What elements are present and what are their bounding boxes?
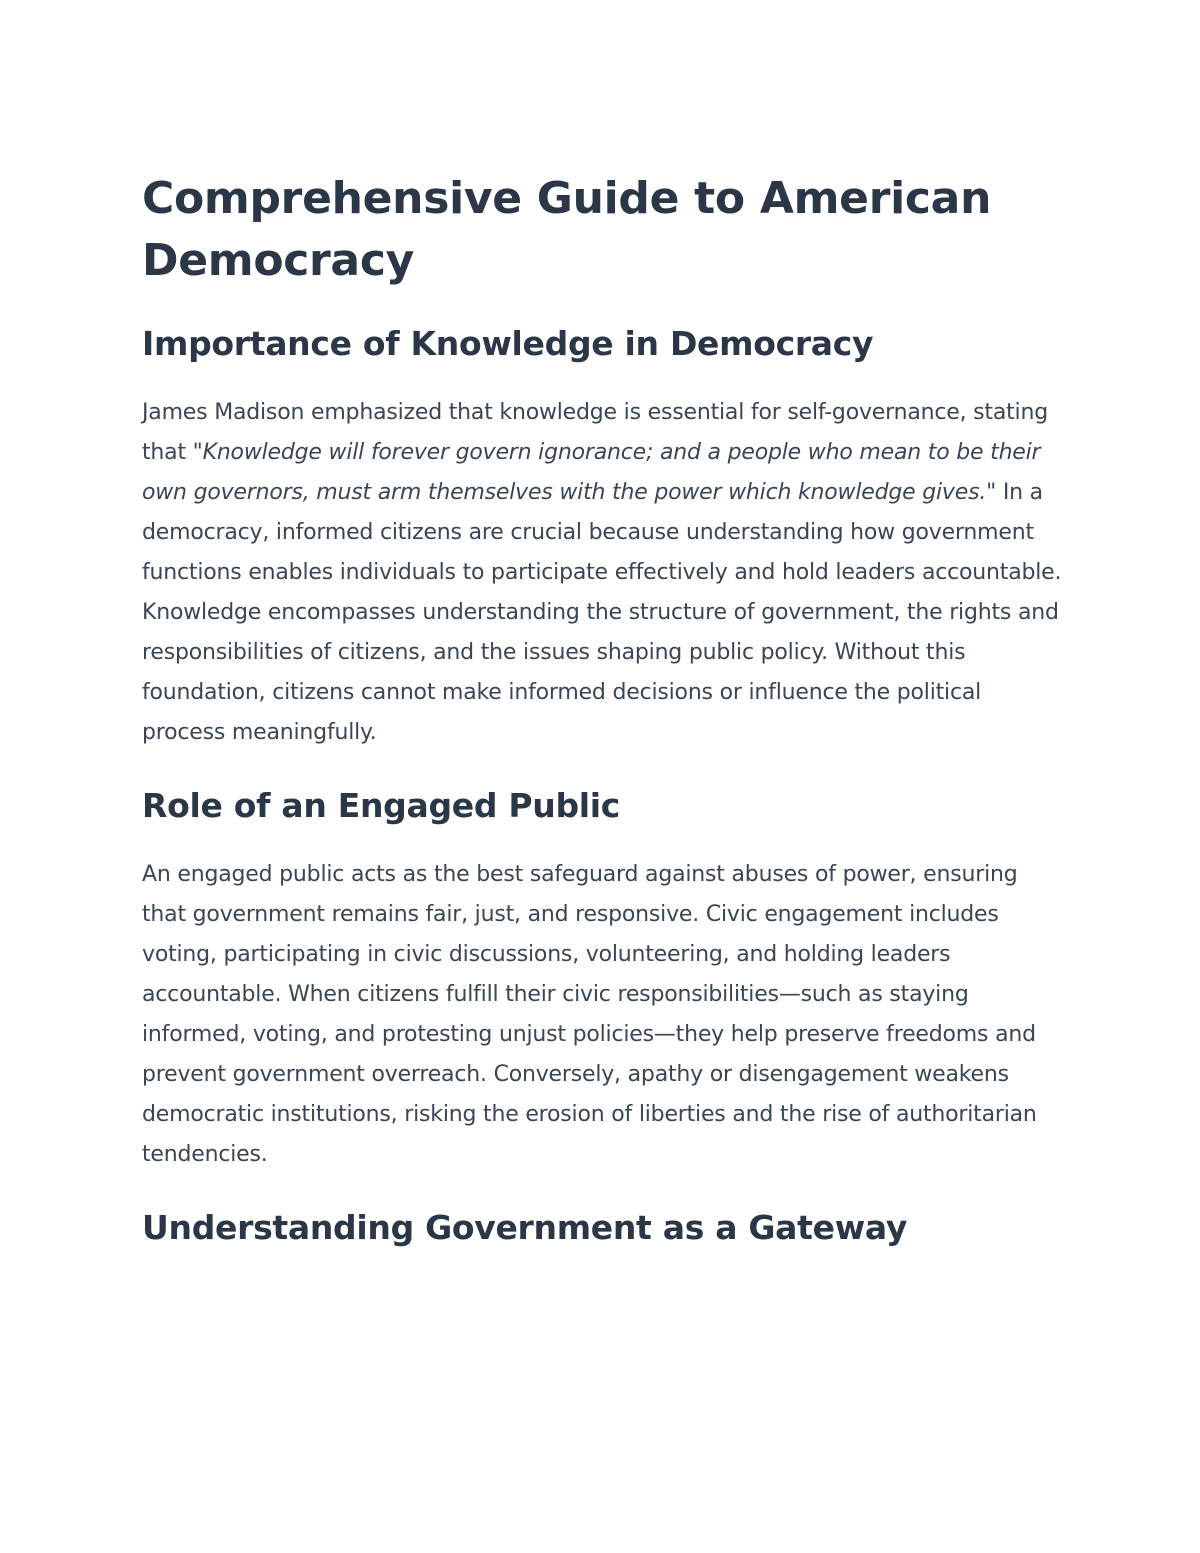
section-paragraph-knowledge <box>142 393 1062 753</box>
paragraph-text-before-quote: James Madison emphasized that knowledge is essential for self-governance, stating that <box>142 400 1048 465</box>
document-page <box>142 168 1062 1277</box>
section-heading-engaged-public: Role of an Engaged Public <box>142 786 621 825</box>
madison-quote: "Knowledge will forever govern ignorance; and a people who mean to be their own governors, must arm themselves with the power which knowledge gives." <box>142 440 1041 505</box>
section-heading-government-gateway: Understanding Government as a Gateway <box>142 1208 908 1247</box>
paragraph-text-after-quote: In a democracy, informed citizens are crucial because understanding how government functions enables individuals to participate effectively and hold leaders accountable. Knowledge encompasses understanding the structure of government, the rights and responsibilities of citizens, and the issues shaping public policy. Without this foundation, citizens cannot make informed decisions or influence the political process meaningfully. <box>142 480 1062 745</box>
section-heading-knowledge: Importance of Knowledge in Democracy <box>142 324 874 363</box>
section-paragraph-engaged-public: An engaged public acts as the best safeguard against abuses of power, ensuring that government remains fair, just, and responsive. Civic engagement includes voting, participating in civic discussions, volunteering, and holding leaders accountable. When citizens fulfill their civic responsibilities—such as staying informed, voting, and protesting unjust policies—they help preserve freedoms and prevent government overreach. Conversely, apathy or disengagement weakens democratic institutions, risking the erosion of liberties and the rise of authoritarian tendencies. <box>142 862 1037 1167</box>
document-title: Comprehensive Guide to American Democracy <box>142 173 992 286</box>
